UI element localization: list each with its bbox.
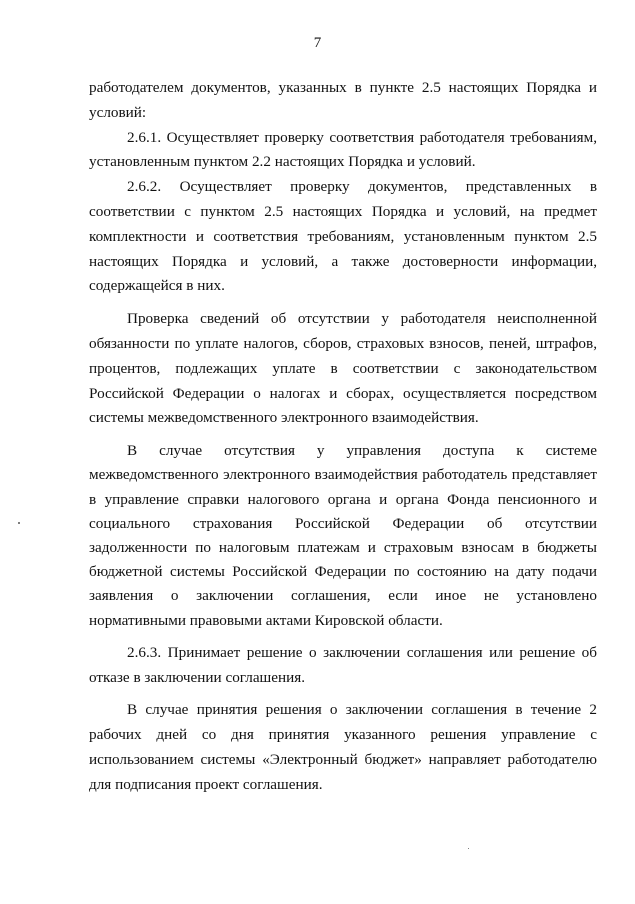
page-number: 7 <box>313 35 322 51</box>
paragraph-verification: Проверка сведений об отсутствии у работодателя неисполненной обязанности по уплате налогов, сборов, страховых взносов, пеней, штрафов, процентов, подлежащих уплате в соответствии с законодательством Российской Федерации о налогах и сборах, осуществляется посредством системы межведомственного электронного взаимодействия. <box>89 310 597 427</box>
paragraph-continuation: работодателем документов, указанных в пункте 2.5 настоящих Порядка и условий: <box>89 79 597 121</box>
scan-speck <box>468 848 469 849</box>
scan-speck <box>18 522 20 524</box>
paragraph-agreement-decision: В случае принятия решения о заключении соглашения в течение 2 рабочих дней со дня принятия указанного решения управление с использованием системы «Электронный бюджет» направляет работодателю для подписания проект соглашения. <box>89 701 597 793</box>
paragraph-2-6-1: 2.6.1. Осуществляет проверку соответствия работодателя требованиям, установленным пунктом 2.2 настоящих Порядка и условий. <box>89 128 597 171</box>
paragraph-2-6-2: 2.6.2. Осуществляет проверку документов, представленных в соответствии с пунктом 2.5 настоящих Порядка и условий, на предмет комплектности и соответствия требованиям, установленным пунктом 2.5 настоящих Порядка и условий, а также достоверности информации, содержащейся в них. <box>89 178 597 295</box>
paragraph-2-6-3: 2.6.3. Принимает решение о заключении соглашения или решение об отказе в заключении соглашения. <box>89 643 597 686</box>
document-body <box>89 76 597 798</box>
paragraph-no-access: В случае отсутствия у управления доступа к системе межведомственного электронного взаимодействия работодатель представляет в управление справки налогового органа и органа Фонда пенсионного и социального страхования Российской Федерации об отсутствии задолженности по налоговым платежам и страховым взносам в бюджеты бюджетной системы Российской Федерации по состоянию на дату подачи заявления о заключении соглашения, если иное не установлено нормативными правовыми актами Кировской области. <box>89 442 597 629</box>
